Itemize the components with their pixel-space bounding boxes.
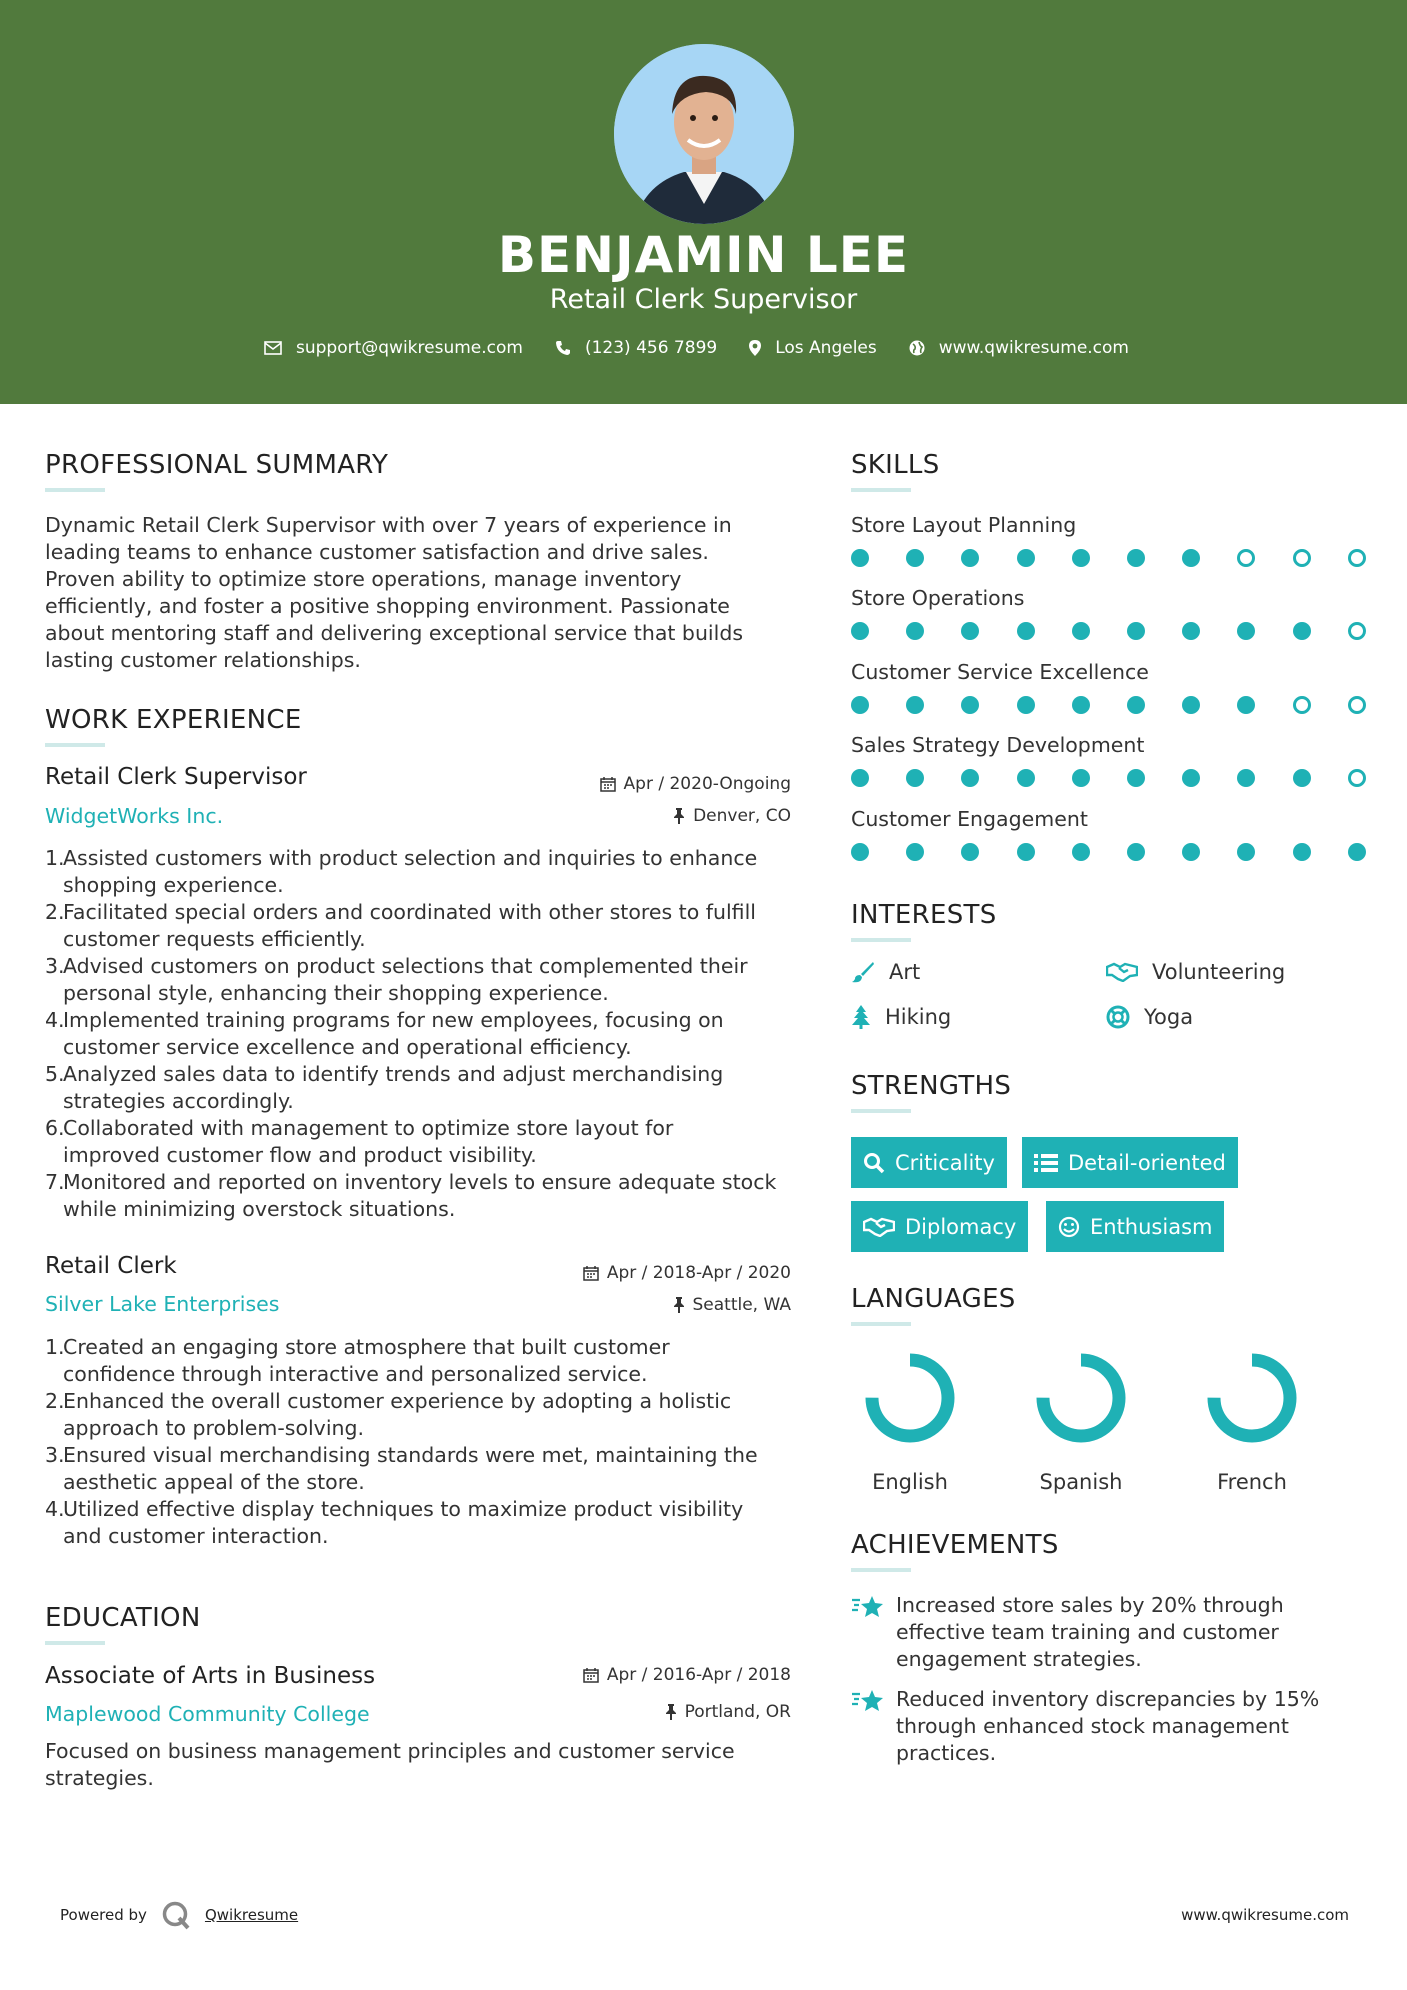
education-dates-text: Apr / 2016-Apr / 2018 (606, 1665, 791, 1685)
section-underline (851, 1109, 911, 1113)
language-progress-ring (862, 1350, 958, 1446)
handshake-icon (1106, 962, 1138, 982)
strength-tag-criticality (851, 1137, 1007, 1188)
skill-dot-filled (1182, 769, 1200, 787)
skill-dot-filled (906, 769, 924, 787)
item-number: 1. (45, 1335, 65, 1359)
item-line: customer service excellence and operational efficiency. (63, 1035, 632, 1059)
qwikresume-link[interactable]: Qwikresume (204, 1906, 299, 1924)
skill-dot-filled (1348, 843, 1366, 861)
education-line: strategies. (45, 1766, 154, 1790)
skill-dot-filled (851, 696, 869, 714)
shooting-star-icon (851, 1594, 885, 1620)
language-progress-ring (1204, 1350, 1300, 1446)
calendar-icon (583, 1667, 599, 1683)
language-ring-arc (872, 1360, 948, 1436)
lifebuoy-icon (1106, 1005, 1130, 1029)
summary-line: efficiently, and foster a positive shopping environment. Passionate (45, 594, 730, 618)
phone-icon (555, 340, 571, 356)
achievement-line: Reduced inventory discrepancies by 15% (896, 1687, 1320, 1711)
pushpin-icon (673, 1297, 685, 1313)
language-spanish (1021, 1350, 1141, 1494)
item-line: Analyzed sales data to identify trends and adjust merchandising (63, 1062, 724, 1086)
skill-dot-filled (1182, 843, 1200, 861)
school-name: Maplewood Community College (45, 1702, 370, 1726)
education-dates (583, 1665, 791, 1685)
avatar (614, 44, 794, 224)
skill-dot-filled (1237, 622, 1255, 640)
contact-phone[interactable] (555, 338, 717, 358)
website-text: www.qwikresume.com (938, 338, 1129, 358)
search-icon (863, 1152, 885, 1174)
skill-dot-filled (906, 696, 924, 714)
interest-label: Volunteering (1152, 960, 1286, 984)
section-underline (851, 1322, 911, 1326)
languages-heading: LANGUAGES (851, 1284, 1016, 1314)
job-duties-list (45, 845, 795, 1223)
skill-dot-filled (1017, 769, 1035, 787)
skill-dot-filled (1127, 549, 1145, 567)
pushpin-icon (665, 1704, 677, 1720)
strength-tag-detail-oriented (1022, 1137, 1238, 1188)
skill-dot-filled (1293, 622, 1311, 640)
item-number: 4. (45, 1497, 65, 1521)
skill-name: Customer Service Excellence (851, 660, 1149, 684)
strengths-heading: STRENGTHS (851, 1071, 1012, 1101)
language-english (850, 1350, 970, 1494)
education-location-text: Portland, OR (684, 1702, 791, 1722)
skill-dot-filled (1237, 696, 1255, 714)
experience-heading: WORK EXPERIENCE (45, 705, 302, 735)
item-line: customer requests efficiently. (63, 927, 366, 951)
item-number: 3. (45, 954, 65, 978)
summary-line: leading teams to enhance customer satisfaction and drive sales. (45, 540, 709, 564)
item-line: improved customer flow and product visibility. (63, 1143, 537, 1167)
language-french (1192, 1350, 1312, 1494)
item-line: and customer interaction. (63, 1524, 329, 1548)
skill-dot-filled (906, 843, 924, 861)
section-underline (851, 938, 911, 942)
calendar-icon (583, 1265, 599, 1281)
map-pin-icon (749, 340, 761, 356)
list-item (45, 845, 795, 899)
skill-dot-filled (961, 843, 979, 861)
item-line: Monitored and reported on inventory levels to ensure adequate stock (63, 1170, 777, 1194)
paintbrush-icon (851, 961, 875, 983)
skill-dot-filled (906, 549, 924, 567)
section-underline (851, 488, 911, 492)
summary-line: Dynamic Retail Clerk Supervisor with over 7 years of experience in (45, 513, 732, 537)
skill-dot-filled (1293, 843, 1311, 861)
skill-dot-filled (1182, 549, 1200, 567)
phone-text: (123) 456 7899 (584, 338, 718, 358)
shooting-star-icon (851, 1688, 885, 1714)
summary-line: Proven ability to optimize store operations, manage inventory (45, 567, 682, 591)
skill-dot-empty (1348, 622, 1366, 640)
job-location-text: Seattle, WA (692, 1295, 791, 1315)
pushpin-icon (673, 808, 685, 824)
item-line: aesthetic appeal of the store. (63, 1470, 365, 1494)
skill-rating (851, 696, 1370, 716)
item-line: Utilized effective display techniques to maximize product visibility (63, 1497, 744, 1521)
list-item (45, 1388, 795, 1442)
skill-dot-filled (1182, 696, 1200, 714)
achievement-item (851, 1592, 1321, 1673)
skill-name: Store Layout Planning (851, 513, 1077, 537)
item-line: shopping experience. (63, 873, 284, 897)
education-line: Focused on business management principles and customer service (45, 1739, 735, 1763)
item-line: Enhanced the overall customer experience by adopting a holistic (63, 1389, 732, 1413)
skill-dot-empty (1237, 549, 1255, 567)
footer-powered-by (60, 1900, 298, 1930)
company-name: WidgetWorks Inc. (45, 804, 224, 828)
job-location (673, 1295, 792, 1315)
strength-label: Criticality (895, 1150, 995, 1175)
candidate-title: Retail Clerk Supervisor (549, 284, 858, 315)
skill-dot-filled (961, 622, 979, 640)
interest-hiking (851, 1005, 951, 1029)
item-line: Collaborated with management to optimize store layout for (63, 1116, 674, 1140)
list-item (45, 1169, 795, 1223)
header-banner (0, 0, 1407, 404)
achievement-line: through enhanced stock management (896, 1714, 1289, 1738)
achievement-line: effective team training and customer (896, 1620, 1279, 1644)
achievements-heading: ACHIEVEMENTS (851, 1530, 1059, 1560)
skill-dot-filled (1017, 549, 1035, 567)
skill-rating (851, 622, 1370, 642)
achievement-line: Increased store sales by 20% through (896, 1593, 1284, 1617)
item-line: personal style, enhancing their shopping experience. (63, 981, 609, 1005)
avatar-photo (614, 44, 794, 224)
item-number: 7. (45, 1170, 65, 1194)
job-location-text: Denver, CO (693, 806, 791, 826)
qwikresume-logo-icon (161, 1900, 191, 1930)
item-line: Implemented training programs for new employees, focusing on (63, 1008, 724, 1032)
section-underline (45, 743, 105, 747)
job-dates-text: Apr / 2020-Ongoing (623, 774, 791, 794)
strength-label: Diplomacy (905, 1214, 1017, 1239)
skill-rating (851, 549, 1370, 569)
skill-dot-filled (1127, 769, 1145, 787)
item-line: Ensured visual merchandising standards were met, maintaining the (63, 1443, 758, 1467)
language-ring-arc (1043, 1360, 1119, 1436)
section-underline (851, 1568, 911, 1572)
job-dates (600, 774, 791, 794)
summary-line: lasting customer relationships. (45, 648, 361, 672)
email-text: support@qwikresume.com (296, 338, 523, 358)
summary-text (45, 512, 785, 674)
skill-dot-filled (961, 549, 979, 567)
language-progress-ring (1033, 1350, 1129, 1446)
item-line: Created an engaging store atmosphere that built customer (63, 1335, 670, 1359)
education-location (665, 1702, 791, 1722)
list-item (45, 1061, 795, 1115)
section-underline (45, 488, 105, 492)
list-item (45, 1442, 795, 1496)
skill-dot-filled (1072, 696, 1090, 714)
list-item (45, 1115, 795, 1169)
skill-name: Store Operations (851, 586, 1025, 610)
interest-label: Hiking (885, 1005, 952, 1029)
item-number: 3. (45, 1443, 65, 1467)
list-item (45, 953, 795, 1007)
skill-dot-filled (851, 549, 869, 567)
item-line: Advised customers on product selections that complemented their (63, 954, 748, 978)
section-underline (45, 1641, 105, 1645)
achievement-line: practices. (896, 1741, 997, 1765)
skill-name: Customer Engagement (851, 807, 1088, 831)
education-heading: EDUCATION (45, 1603, 201, 1633)
strength-tag-enthusiasm (1046, 1201, 1224, 1252)
skill-dot-filled (1127, 843, 1145, 861)
skill-dot-filled (1017, 622, 1035, 640)
skill-dot-filled (906, 622, 924, 640)
skill-name: Sales Strategy Development (851, 733, 1145, 757)
item-number: 5. (45, 1062, 65, 1086)
skill-dot-filled (1293, 769, 1311, 787)
job-title: Retail Clerk Supervisor (45, 764, 307, 790)
job-dates (583, 1263, 791, 1283)
skill-dot-filled (1127, 696, 1145, 714)
list-item (45, 1496, 795, 1550)
handshake-icon (863, 1217, 895, 1237)
skill-dot-filled (1072, 769, 1090, 787)
list-item (45, 899, 795, 953)
item-line: strategies accordingly. (63, 1089, 294, 1113)
item-number: 2. (45, 1389, 65, 1413)
interest-volunteering (1106, 960, 1285, 984)
skill-dot-filled (1017, 696, 1035, 714)
list-item (45, 1334, 795, 1388)
skill-dot-filled (1182, 622, 1200, 640)
summary-heading: PROFESSIONAL SUMMARY (45, 450, 389, 480)
skill-dot-filled (961, 769, 979, 787)
interest-yoga (1106, 1005, 1193, 1029)
summary-line: about mentoring staff and delivering exceptional service that builds (45, 621, 744, 645)
item-line: Assisted customers with product selection and inquiries to enhance (63, 846, 758, 870)
tree-icon (851, 1005, 871, 1029)
list-item (45, 1007, 795, 1061)
achievement-line: engagement strategies. (896, 1647, 1142, 1671)
skill-dot-empty (1348, 769, 1366, 787)
item-number: 2. (45, 900, 65, 924)
strength-label: Enthusiasm (1090, 1214, 1213, 1239)
interests-heading: INTERESTS (851, 900, 997, 930)
item-number: 4. (45, 1008, 65, 1032)
candidate-name: BENJAMIN LEE (497, 226, 910, 284)
skill-dot-filled (1072, 843, 1090, 861)
skill-dot-filled (851, 769, 869, 787)
skill-dot-empty (1293, 696, 1311, 714)
skill-dot-filled (1072, 549, 1090, 567)
job-title: Retail Clerk (45, 1253, 177, 1279)
contact-bar (0, 338, 1407, 358)
skill-rating (851, 769, 1370, 789)
skill-dot-empty (1348, 696, 1366, 714)
contact-location (749, 338, 877, 358)
strength-tag-diplomacy (851, 1201, 1028, 1252)
powered-by-text: Powered by (60, 1906, 147, 1924)
education-description (45, 1738, 795, 1792)
language-label: French (1217, 1470, 1287, 1494)
skill-dot-filled (1127, 622, 1145, 640)
item-line: confidence through interactive and personalized service. (63, 1362, 648, 1386)
job-dates-text: Apr / 2018-Apr / 2020 (606, 1263, 791, 1283)
skill-dot-empty (1348, 549, 1366, 567)
language-ring-arc (1214, 1360, 1290, 1436)
contact-website[interactable] (909, 338, 1129, 358)
skill-dot-filled (851, 843, 869, 861)
language-label: English (872, 1470, 948, 1494)
language-label: Spanish (1039, 1470, 1123, 1494)
achievement-item (851, 1686, 1321, 1767)
job-duties-list (45, 1334, 795, 1550)
location-text: Los Angeles (775, 338, 877, 358)
item-line: while minimizing overstock situations. (63, 1197, 456, 1221)
degree-title: Associate of Arts in Business (45, 1663, 376, 1689)
globe-icon (909, 340, 925, 356)
interest-label: Art (889, 960, 921, 984)
strength-label: Detail-oriented (1068, 1150, 1226, 1175)
skill-dot-empty (1293, 549, 1311, 567)
interest-art (851, 960, 920, 984)
item-line: approach to problem-solving. (63, 1416, 365, 1440)
contact-email[interactable] (264, 338, 523, 358)
skill-rating (851, 843, 1370, 863)
item-number: 6. (45, 1116, 65, 1140)
skill-dot-filled (1017, 843, 1035, 861)
skill-dot-filled (961, 696, 979, 714)
footer-website[interactable]: www.qwikresume.com (1181, 1906, 1349, 1924)
item-number: 1. (45, 846, 65, 870)
calendar-icon (600, 776, 616, 792)
skill-dot-filled (1237, 769, 1255, 787)
skill-dot-filled (851, 622, 869, 640)
list-icon (1034, 1153, 1058, 1173)
skills-heading: SKILLS (851, 450, 940, 480)
company-name: Silver Lake Enterprises (45, 1292, 280, 1316)
interest-label: Yoga (1144, 1005, 1194, 1029)
item-line: Facilitated special orders and coordinated with other stores to fulfill (63, 900, 756, 924)
smile-icon (1058, 1216, 1080, 1238)
envelope-icon (264, 341, 282, 355)
skill-dot-filled (1072, 622, 1090, 640)
job-location (673, 806, 791, 826)
skill-dot-filled (1237, 843, 1255, 861)
